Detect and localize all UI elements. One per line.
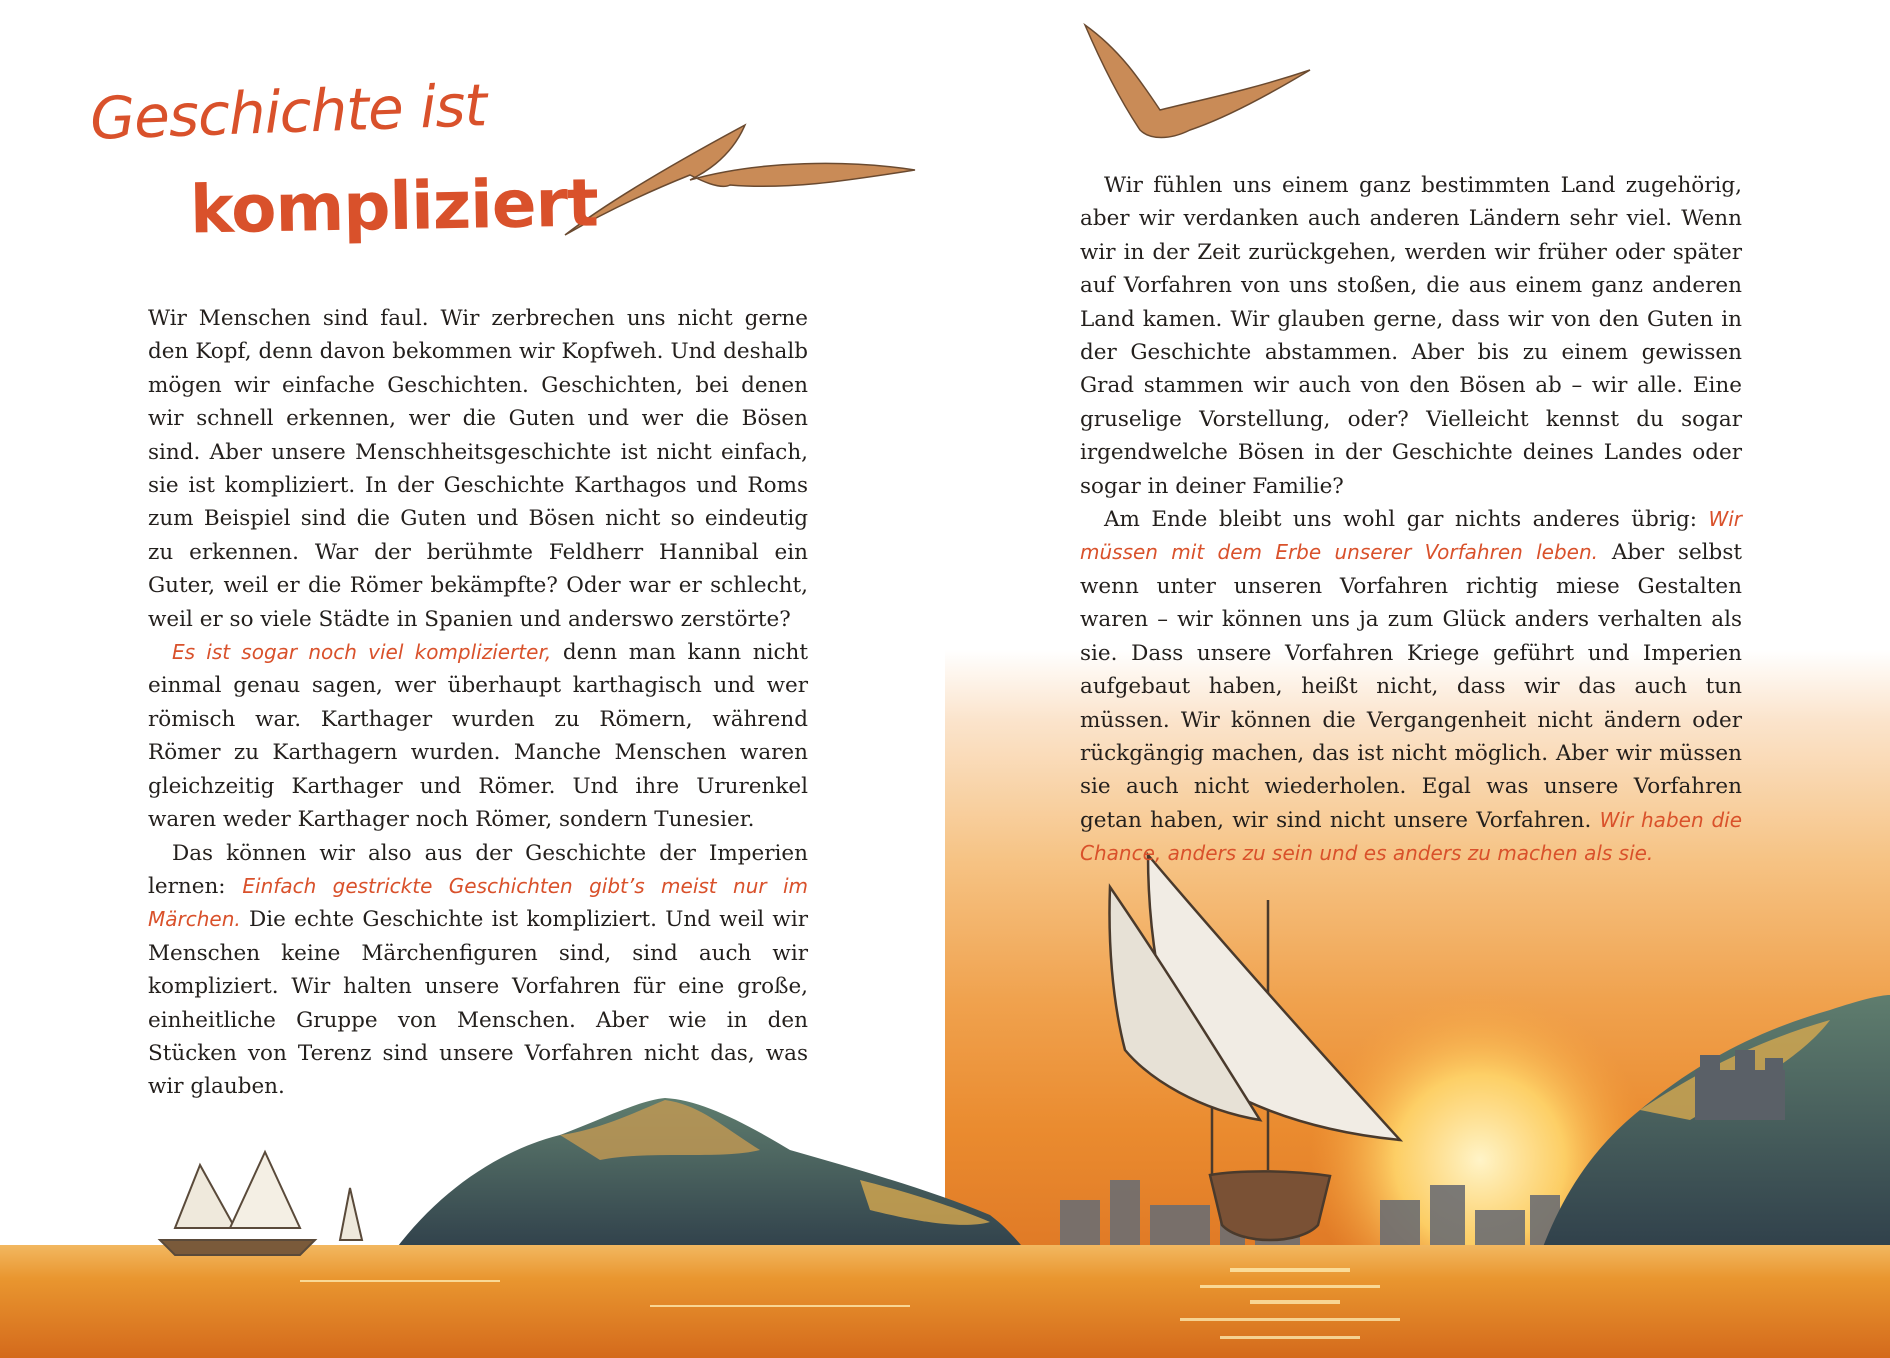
left-paragraph-2: Es ist sogar noch viel komplizierter, denn man kann nicht einmal genau sagen, wer überhaupt karthagisch und wer römisch war. Karthager wurden zu Römern, während Römer zu Karthagern wurden. Manche Menschen waren gleichzeitig Karthager und Römer. Und ihre Ururenkel waren weder Karthager noch Römer, sondern Tunesier.: [148, 640, 808, 833]
fortress: [1695, 1050, 1785, 1120]
highlight-quote: Wir müssen mit dem Erbe unserer Vorfahren leben.: [1080, 507, 1742, 565]
right-paragraph-1: Wir fühlen uns einem ganz bestimmten Land zugehörig, aber wir verdanken auch anderen Ländern sehr viel. Wenn wir in der Zeit zurückgehen, werden wir früher oder später auf Vorfahren von uns stoßen, die aus einem ganz anderen Land kamen. Wir glauben gerne, dass wir von den Guten in der Geschichte abstammen. Aber bis zu einem gewissen Grad stammen wir auch von den Bösen ab – wir alle. Eine gruselige Vorstellung, oder? Vielleicht kennst du sogar irgendwelche Bösen in der Geschichte deines Landes oder sogar in deiner Familie?: [1080, 173, 1742, 499]
highlight-quote: Einfach gestrickte Geschichten gibt’s meist nur im Märchen.: [148, 873, 809, 932]
page-title-line2: kompliziert: [189, 164, 599, 249]
left-paragraph-3: Das können wir also aus der Geschichte der Imperien lernen: Einfach gestrickte Geschichten gibt’s meist nur im Märchen. Die echte Geschichte ist kompliziert. Und weil wir Menschen keine Märchenfiguren sind, sind auch wir kompliziert. Wir halten unsere Vorfahren für eine große, einheitliche Gruppe von Menschen. Aber wie in den Stücken von Terenz sind unsere Vorfahren nicht das, was wir glauben.: [148, 840, 809, 1100]
highlight-quote: Wir haben die Chance, anders zu sein und es anders zu machen als sie.: [1080, 807, 1742, 866]
right-text-column: [1080, 169, 1742, 871]
highlight-quote: Es ist sogar noch viel komplizierter,: [172, 640, 552, 665]
left-paragraph-1: Wir Menschen sind faul. Wir zerbrechen uns nicht gerne den Kopf, denn davon bekommen wir Kopfweh. Und deshalb mögen wir einfache Geschichten. Geschichten, bei denen wir schnell erkennen, wer die Guten und wer die Bösen sind. Aber unsere Menschheitsgeschichte ist nicht einfach, sie ist kompliziert. In der Geschichte Karthagos und Roms zum Beispiel sind die Guten und Bösen nicht so eindeutig zu erkennen. War der berühmte Feldherr Hannibal ein Guter, weil er die Römer bekämpfte? Oder war er schlecht, weil er so viele Städte in Spanien und anderswo zerstörte?: [148, 306, 808, 632]
page-title-line1: Geschichte ist: [88, 71, 488, 153]
sea: [0, 1245, 1890, 1358]
right-paragraph-2: Am Ende bleibt uns wohl gar nichts anderes übrig: Wir müssen mit dem Erbe unserer Vorfahren leben. Aber selbst wenn unter unseren Vorfahren richtig miese Gestalten waren – wir können uns ja zum Glück anders verhalten als sie. Dass unsere Vorfahren Kriege geführt und Imperien aufgebaut haben, heißt nicht, dass wir das auch tun müssen. Wir können die Vergangenheit nicht ändern oder rückgängig machen, das ist nicht möglich. Aber wir müssen sie auch nicht wiederholen. Egal was unsere Vorfahren getan haben, wir sind nicht unsere Vorfahren. Wir haben die Chance, anders zu sein und es anders zu machen als sie.: [1080, 507, 1742, 866]
small-ships: [160, 1152, 362, 1255]
left-text-column: [148, 302, 808, 1104]
